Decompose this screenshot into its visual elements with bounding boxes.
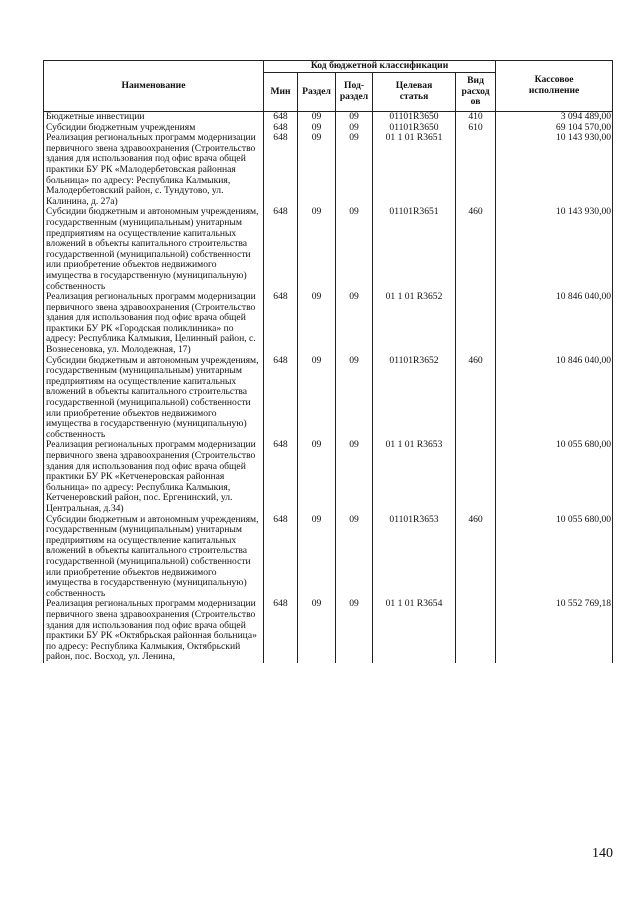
row-razdel: 09	[298, 599, 336, 663]
budget-table	[43, 60, 613, 663]
row-podrazdel: 09	[336, 515, 373, 600]
row-target: 01 1 01 R3654	[373, 599, 456, 663]
row-name: Бюджетные инвестиции	[44, 112, 264, 123]
header-name: Наименование	[44, 61, 264, 112]
row-vid	[456, 440, 496, 514]
row-razdel: 09	[298, 133, 336, 207]
row-amount: 10 552 769,18	[496, 599, 613, 663]
row-target: 01 1 01 R3651	[373, 133, 456, 207]
row-vid	[456, 292, 496, 356]
row-name: Реализация региональных программ модернизации первичного звена здравоохранения (Строительство здания для использования под офис врача общей практики БУ РК «Кетченеровская районная больница» по адресу: Республика Калмыкия, Кетченеровский район, пос. Ергенинский, ул. Центральная, д.34)	[44, 440, 264, 514]
row-min: 648	[264, 356, 298, 441]
header-target-label: Целевая статья	[395, 80, 433, 102]
row-vid: 460	[456, 356, 496, 441]
row-podrazdel: 09	[336, 292, 373, 356]
row-podrazdel: 09	[336, 133, 373, 207]
row-target: 01101R3653	[373, 515, 456, 600]
row-min: 648	[264, 599, 298, 663]
row-min: 648	[264, 133, 298, 207]
row-target: 01101R3652	[373, 356, 456, 441]
row-min: 648	[264, 123, 298, 134]
row-vid: 460	[456, 515, 496, 600]
table-row	[44, 515, 613, 600]
row-amount: 10 055 680,00	[496, 515, 613, 600]
header-podrazdel-label: Под- раздел	[339, 80, 369, 102]
row-min: 648	[264, 515, 298, 600]
table-row	[44, 133, 613, 207]
header-target	[373, 73, 456, 112]
row-min: 648	[264, 112, 298, 123]
row-amount: 69 104 570,00	[496, 123, 613, 134]
row-name: Реализация региональных программ модернизации первичного звена здравоохранения (Строительство здания для использования под офис врача общей практики БУ РК «Городская поликлиника» по адресу: Республика Калмыкия, Целинный район, с. Вознесеновка, ул. Молодежная, 17)	[44, 292, 264, 356]
table-row	[44, 207, 613, 292]
row-razdel: 09	[298, 356, 336, 441]
row-razdel: 09	[298, 440, 336, 514]
row-podrazdel: 09	[336, 356, 373, 441]
table-row	[44, 356, 613, 441]
row-name: Субсидии бюджетным и автономным учреждениям, государственным (муниципальным) унитарным предприятиям на осуществление капитальных вложений в объекты капитального строительства государственной (муниципальной) собственности или приобретение объектов недвижимого имущества в государственную (муниципальную) собственность	[44, 515, 264, 600]
row-razdel: 09	[298, 515, 336, 600]
row-vid	[456, 133, 496, 207]
table-row	[44, 440, 613, 514]
table-row	[44, 112, 613, 123]
row-podrazdel: 09	[336, 440, 373, 514]
row-podrazdel: 09	[336, 123, 373, 134]
row-target: 01 1 01 R3653	[373, 440, 456, 514]
row-razdel: 09	[298, 292, 336, 356]
row-target: 01101R3651	[373, 207, 456, 292]
row-name: Реализация региональных программ модернизации первичного звена здравоохранения (Строительство здания для использования под офис врача общей практики БУ РК «Октябрьская районная больница» по адресу: Республика Калмыкия, Октябрьский район, пос. Восход, ул. Ленина,	[44, 599, 264, 663]
row-name: Субсидии бюджетным учреждениям	[44, 123, 264, 134]
table-row	[44, 599, 613, 663]
row-target: 01101R3650	[373, 123, 456, 134]
row-vid: 410	[456, 112, 496, 123]
header-cash-label: Кассовое исполнение	[528, 74, 580, 96]
row-name: Субсидии бюджетным и автономным учреждениям, государственным (муниципальным) унитарным предприятиям на осуществление капитальных вложений в объекты капитального строительства государственной (муниципальной) собственности или приобретение объектов недвижимого имущества в государственную (муниципальную) собственность	[44, 356, 264, 441]
header-kbk: Код бюджетной классификации	[264, 61, 496, 73]
row-amount: 10 143 930,00	[496, 133, 613, 207]
page-number: 140	[592, 846, 613, 861]
row-min: 648	[264, 292, 298, 356]
header-min: Мин	[264, 73, 298, 112]
header-podrazdel	[336, 73, 373, 112]
row-name: Реализация региональных программ модернизации первичного звена здравоохранения (Строительство здания для использования под офис врача общей практики БУ РК «Малодербетовская районная больница» по адресу: Республика Калмыкия, Малодербетовский район, с. Тундутово, ул. Калинина, д. 27а)	[44, 133, 264, 207]
row-min: 648	[264, 440, 298, 514]
row-vid: 460	[456, 207, 496, 292]
row-vid: 610	[456, 123, 496, 134]
row-podrazdel: 09	[336, 599, 373, 663]
row-podrazdel: 09	[336, 207, 373, 292]
row-min: 648	[264, 207, 298, 292]
table-row	[44, 292, 613, 356]
header-cash	[496, 61, 613, 112]
row-razdel: 09	[298, 123, 336, 134]
header-vid-label: Вид расход ов	[461, 75, 490, 108]
row-vid	[456, 599, 496, 663]
header-razdel: Раздел	[298, 73, 336, 112]
row-target: 01 1 01 R3652	[373, 292, 456, 356]
row-razdel: 09	[298, 207, 336, 292]
row-name: Субсидии бюджетным и автономным учреждениям, государственным (муниципальным) унитарным предприятиям на осуществление капитальных вложений в объекты капитального строительства государственной (муниципальной) собственности или приобретение объектов недвижимого имущества в государственную (муниципальную) собственность	[44, 207, 264, 292]
row-target: 01101R3650	[373, 112, 456, 123]
row-amount: 10 846 040,00	[496, 356, 613, 441]
row-amount: 10 143 930,00	[496, 207, 613, 292]
row-amount: 10 846 040,00	[496, 292, 613, 356]
row-razdel: 09	[298, 112, 336, 123]
row-amount: 3 094 489,00	[496, 112, 613, 123]
row-amount: 10 055 680,00	[496, 440, 613, 514]
header-vid	[456, 73, 496, 112]
row-podrazdel: 09	[336, 112, 373, 123]
